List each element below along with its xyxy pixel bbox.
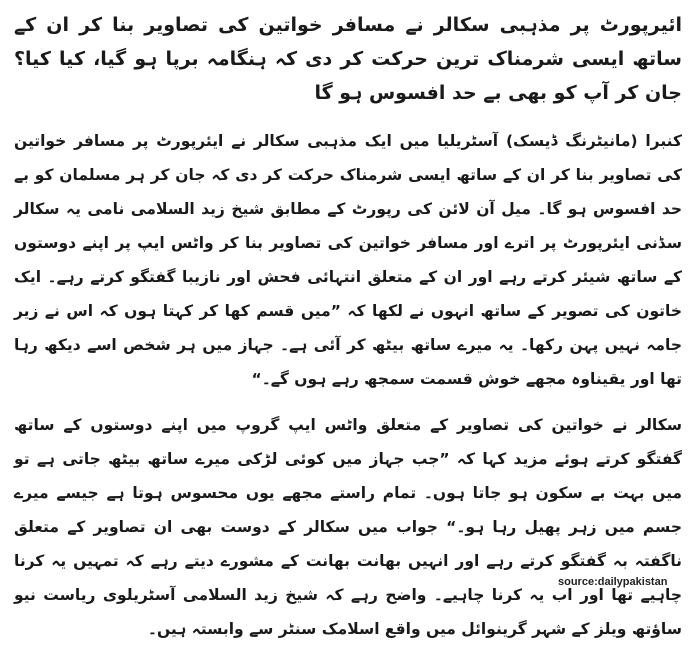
article-headline: ائیرپورٹ پر مذہبی سکالر نے مسافر خواتین کی تصاویر بنا کر ان کے ساتھ ایسی شرمناک ترین حرکت کر دی کہ ہنگامہ برپا ہو گیا، کیا کیا؟ جان کر آپ کو بھی بے حد افسوس ہو گا — [14, 14, 682, 104]
source-credit: source:dailypakistan — [558, 576, 668, 588]
article-paragraph-2: سکالر نے خواتین کی تصاویر کے متعلق واٹس ایپ گروپ میں اپنے دوستوں کے ساتھ گفتگو کرتے ہوئے مزید کہا کہ ”جب جہاز میں کوئی لڑکی میرے ساتھ بیٹھ جاتی ہے تو میں بہت بے سکون ہو جاتا ہوں۔ تمام راستے مجھے یوں محسوس ہوتا ہے جیسے میرے جسم میں زہر پھیل رہا ہو۔“ جواب میں سکالر کے دوست بھی ان تصاویر کے متعلق ناگفتہ بہ گفتگو کرتے رہے اور انہیں بھانت بھانت کے مشورے دیتے رہے کہ تمہیں یہ کرنا چاہیے تھا اور اب یہ کرنا چاہیے۔ واضح رہے کہ شیخ زید السلامی آسٹریلوی ریاست نیو ساﺅتھ ویلز کے شہر گرینوائل میں واقع اسلامک سنٹر سے وابستہ ہیں۔ — [14, 416, 682, 638]
article-paragraph-1: کنبرا (مانیٹرنگ ڈیسک) آسٹریلیا میں ایک مذہبی سکالر نے ایئرپورٹ پر مسافر خواتین کی تصاویر بنا کر ان کے ساتھ ایسی شرمناک حرکت کر دی کہ جان کر ہر مسلمان کو بے حد افسوس ہو گا۔ میل آن لائن کی رپورٹ کے مطابق شیخ زید السلامی نامی یہ سکالر سڈنی ایئرپورٹ پر اترے اور مسافر خواتین کی تصاویر بنا کر واٹس ایپ پر اپنے دوستوں کے ساتھ شیئر کرتے رہے اور ان کے متعلق انتہائی فحش اور نازیبا گفتگو کرتے رہے۔ ایک خاتون کی تصویر کے ساتھ انہوں نے لکھا کہ ”میں قسم کھا کر کہتا ہوں کہ اس نے زیر جامہ نہیں پہن رکھا۔ یہ میرے ساتھ بیٹھ کر آئی ہے۔ جہاز میں ہر شخص اسے دیکھ رہا تھا اور یقیناوہ مجھے خوش قسمت سمجھ رہے ہوں گے۔“ — [14, 132, 682, 388]
